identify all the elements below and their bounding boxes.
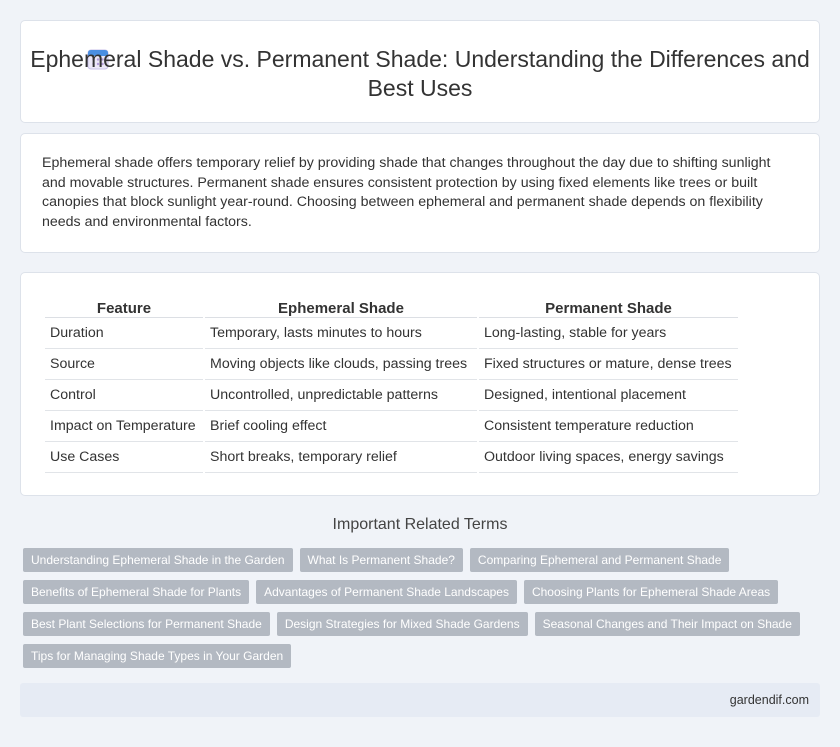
cell-ephemeral: Moving objects like clouds, passing trees [205,349,477,380]
site-link[interactable]: gardendif.com [729,693,809,707]
title-card [20,20,820,123]
related-term-link[interactable]: Best Plant Selections for Permanent Shade [23,612,270,636]
footer [20,683,820,717]
table-header-row [45,297,738,318]
cell-permanent: Long-lasting, stable for years [479,318,738,349]
related-terms-list [23,548,813,668]
cell-ephemeral: Temporary, lasts minutes to hours [205,318,477,349]
cell-permanent: Designed, intentional placement [479,380,738,411]
comparison-table [43,297,740,473]
related-term-link[interactable]: Benefits of Ephemeral Shade for Plants [23,580,249,604]
cell-permanent: Fixed structures or mature, dense trees [479,349,738,380]
related-term-link[interactable]: Tips for Managing Shade Types in Your Garden [23,644,291,668]
page-title: Ephemeral Shade vs. Permanent Shade: Understanding the Differences and Best Uses [30,46,810,101]
header-ephemeral: Ephemeral Shade [205,297,477,318]
cell-ephemeral: Uncontrolled, unpredictable patterns [205,380,477,411]
table-row [45,411,738,442]
table-row [45,380,738,411]
related-term-link[interactable]: Seasonal Changes and Their Impact on Shade [535,612,800,636]
related-terms-heading: Important Related Terms [332,516,508,533]
intro-card [20,133,820,253]
related-term-link[interactable]: Advantages of Permanent Shade Landscapes [256,580,517,604]
related-term-link[interactable]: Understanding Ephemeral Shade in the Garden [23,548,293,572]
header-feature: Feature [45,297,203,318]
related-term-link[interactable]: What Is Permanent Shade? [300,548,463,572]
cell-feature: Control [45,380,203,411]
cell-feature: Impact on Temperature [45,411,203,442]
header-permanent: Permanent Shade [479,297,738,318]
table-row [45,349,738,380]
cell-feature: Duration [45,318,203,349]
cell-ephemeral: Short breaks, temporary relief [205,442,477,473]
cell-permanent: Consistent temperature reduction [479,411,738,442]
related-term-link[interactable]: Design Strategies for Mixed Shade Gardens [277,612,528,636]
cell-ephemeral: Brief cooling effect [205,411,477,442]
table-row [45,442,738,473]
comparison-card [20,272,820,496]
intro-paragraph: Ephemeral shade offers temporary relief by providing shade that changes throughout the day due to shifting sunlight and movable structures. Permanent shade ensures consistent protection by using fixed elements like trees or built canopies that block sunlight year-round. Choosing between ephemeral and permanent shade depends on flexibility needs and environmental factors. [42,155,771,230]
table-row [45,318,738,349]
cell-feature: Source [45,349,203,380]
cell-permanent: Outdoor living spaces, energy savings [479,442,738,473]
title-wrap [21,45,819,103]
related-term-link[interactable]: Choosing Plants for Ephemeral Shade Areas [524,580,778,604]
cell-feature: Use Cases [45,442,203,473]
related-term-link[interactable]: Comparing Ephemeral and Permanent Shade [470,548,729,572]
